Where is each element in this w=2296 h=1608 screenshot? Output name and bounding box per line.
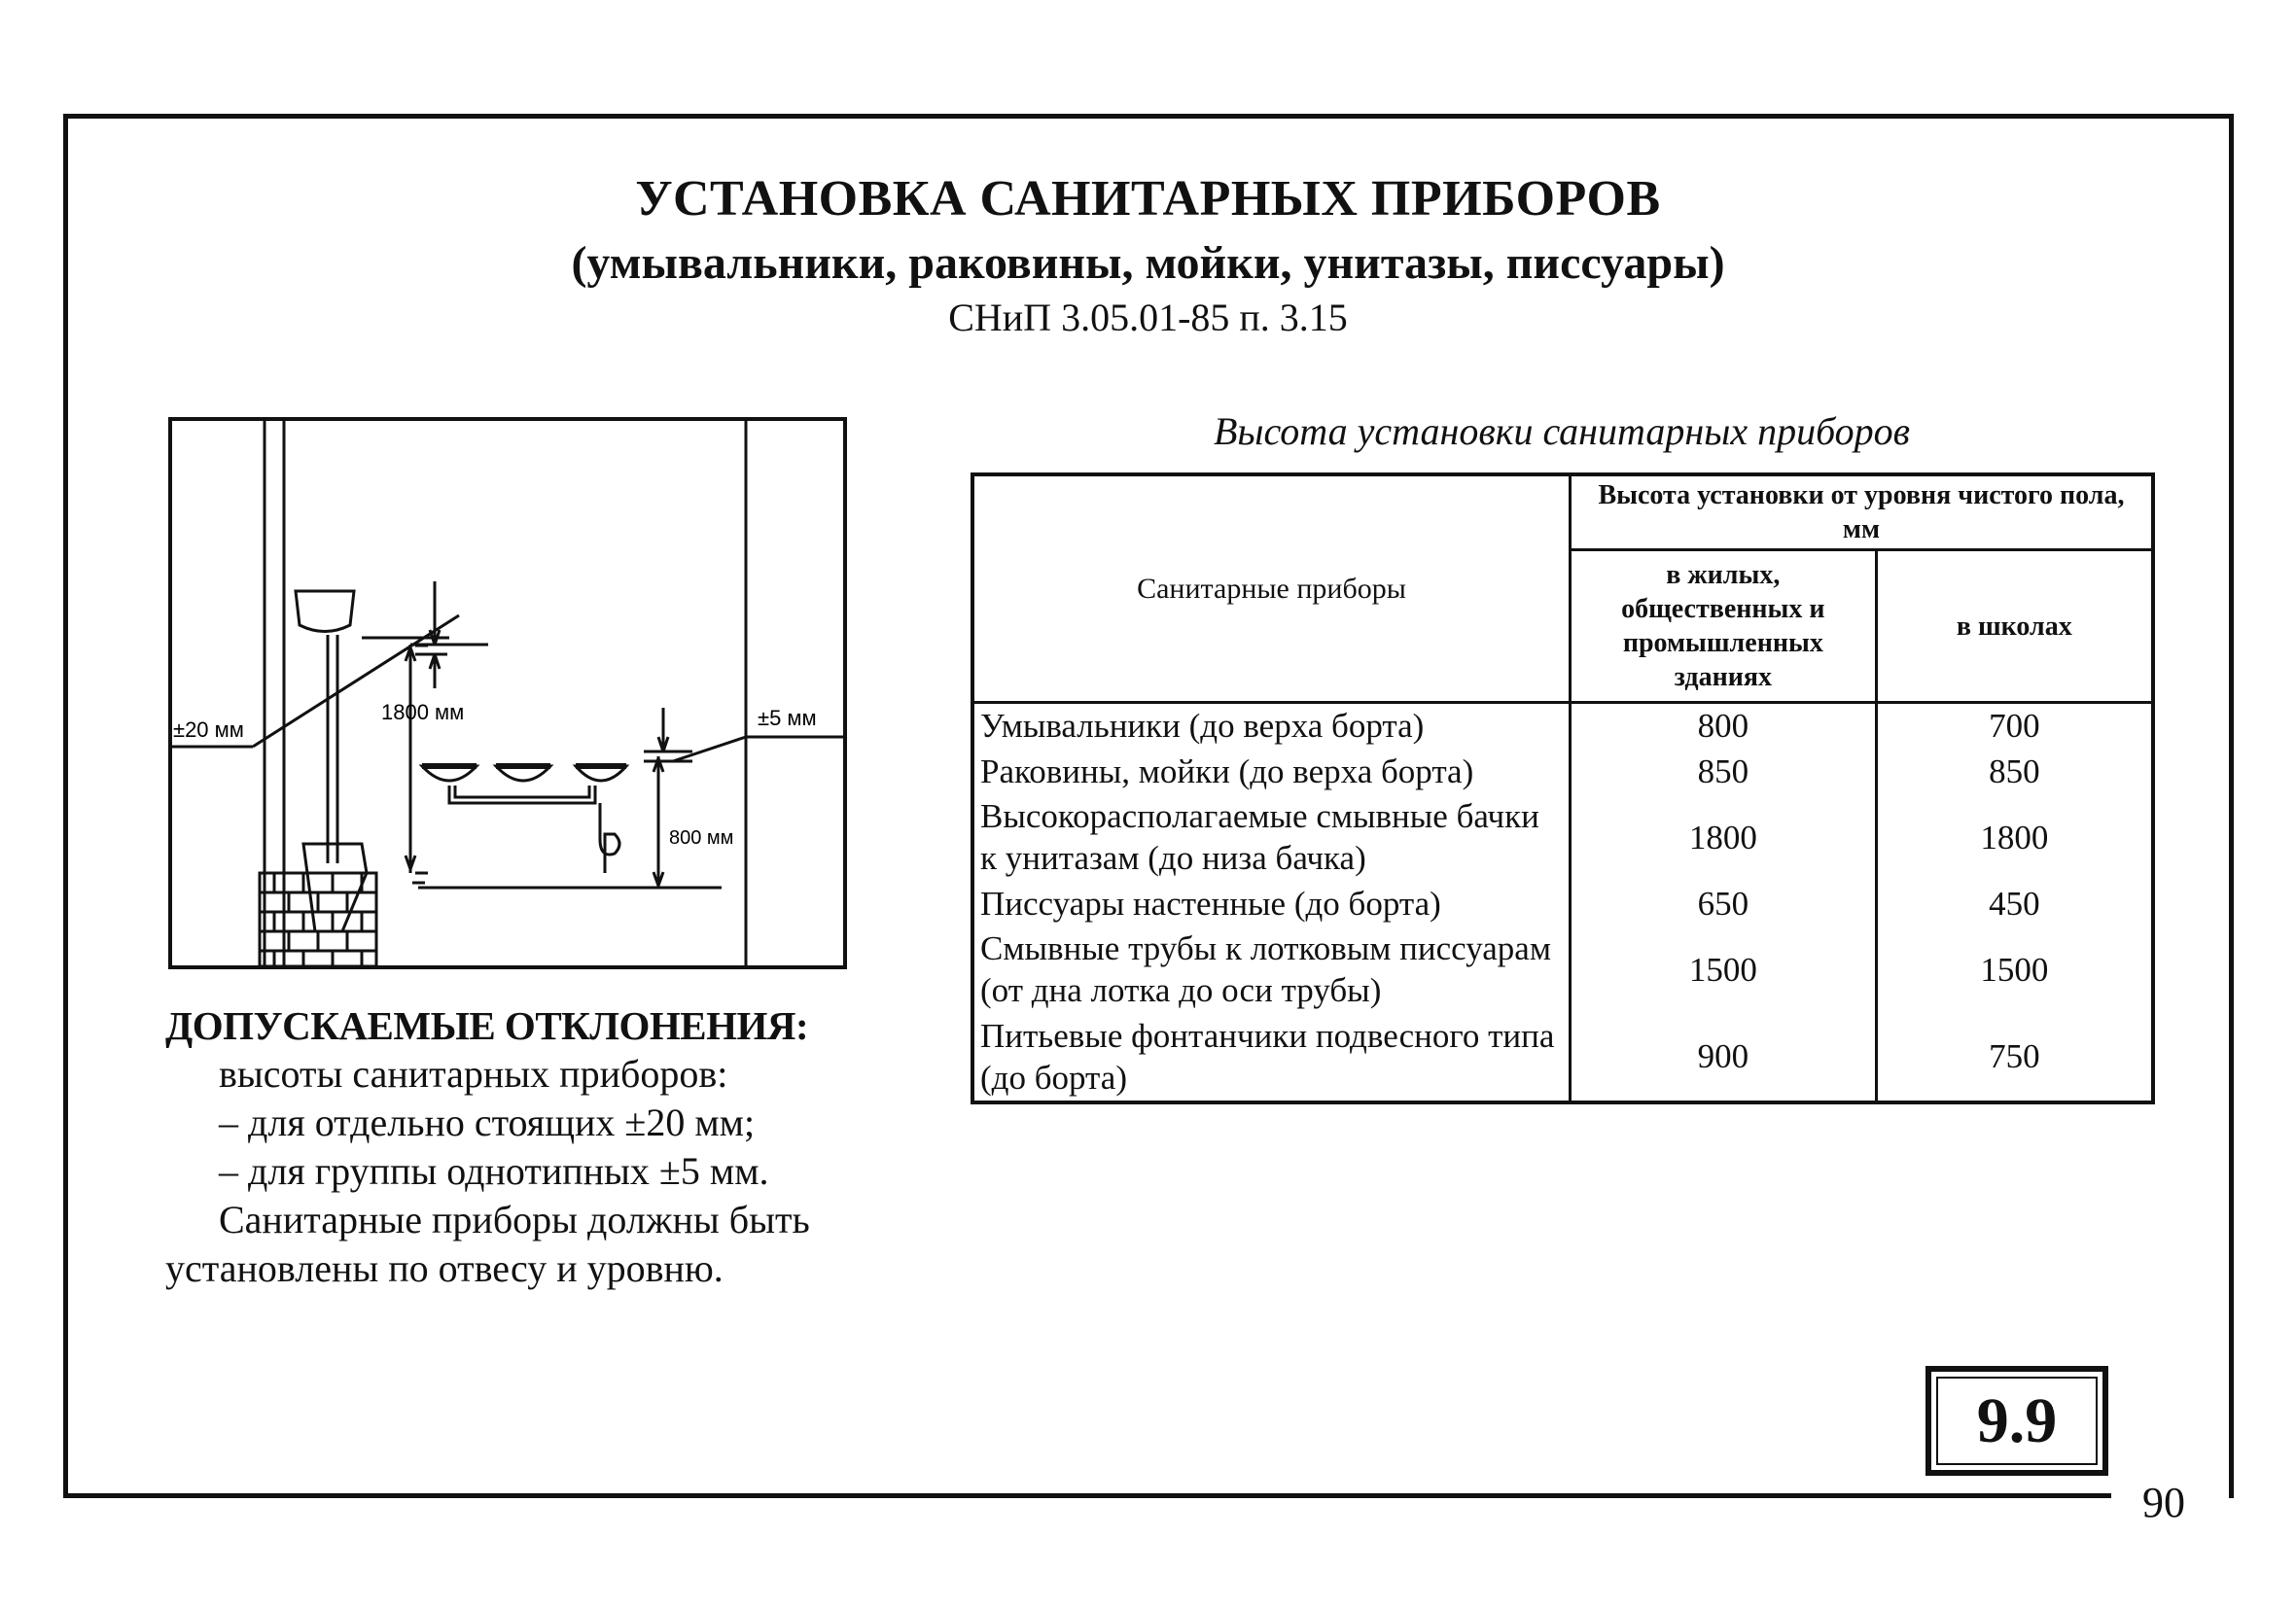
tolerances-block: [165, 1001, 810, 1293]
table-row: [972, 882, 2153, 927]
drawing-border: [170, 419, 845, 967]
row-value-schools: 450: [1876, 882, 2153, 927]
header-col-residential: в жилых, общественных и промышленных зданиях: [1571, 550, 1877, 703]
row-device: Писсуары настенные (до борта): [972, 882, 1571, 927]
row-value-residential: 800: [1571, 703, 1877, 750]
drain-trap: [600, 803, 619, 873]
section-number: 9.9: [1936, 1377, 2098, 1465]
tolerances-line: – для отдельно стоящих ±20 мм;: [219, 1101, 756, 1144]
header-height: Высота установки от уровня чистого пола, мм: [1571, 474, 2154, 550]
installation-drawing: [167, 416, 848, 970]
drawing-label-mid: 1800 мм: [381, 700, 465, 724]
tolerances-line: Санитарные приборы должны быть: [219, 1198, 810, 1241]
table-row: [972, 703, 2153, 750]
drawing-label-right: ±5 мм: [758, 706, 817, 730]
page-number: 90: [2142, 1479, 2185, 1526]
section-badge: [1925, 1366, 2108, 1476]
header-col-schools: в школах: [1876, 550, 2153, 703]
norm-reference: СНиП 3.05.01-85 п. 3.15: [948, 296, 1348, 339]
row-device: Умывальники (до верха борта): [972, 703, 1571, 750]
header-device: Санитарные приборы: [972, 474, 1571, 703]
row-value-residential: 850: [1571, 750, 1877, 795]
table-row: [972, 794, 2153, 881]
row-value-residential: 1500: [1571, 926, 1877, 1013]
table-caption: Высота установки санитарных приборов: [1214, 409, 1911, 453]
row-value-schools: 750: [1876, 1014, 2153, 1102]
brick-base: [260, 873, 376, 966]
tolerances-line: – для группы однотипных ±5 мм.: [219, 1149, 769, 1193]
toilet-bowl: [303, 844, 367, 931]
row-device: Смывные трубы к лотковым писсуарам (от дна лотка до оси трубы): [972, 926, 1571, 1013]
table-row: [972, 750, 2153, 795]
row-value-schools: 1500: [1876, 926, 2153, 1013]
row-value-residential: 1800: [1571, 794, 1877, 881]
row-value-schools: 700: [1876, 703, 2153, 750]
drawing-label-height: 800 мм: [669, 827, 734, 849]
drawing-label-left: ±20 мм: [173, 717, 244, 742]
tolerances-line: установлены по отвесу и уровню.: [165, 1246, 724, 1290]
row-value-schools: 1800: [1876, 794, 2153, 881]
row-device: Раковины, мойки (до верха борта): [972, 750, 1571, 795]
page-title: УСТАНОВКА САНИТАРНЫХ ПРИБОРОВ: [635, 171, 1661, 227]
page-subtitle: (умывальники, раковины, мойки, унитазы, писсуары): [571, 237, 1725, 289]
table-row: [972, 1014, 2153, 1102]
installation-height-table: [971, 472, 2155, 1104]
slope-line-right: [673, 737, 746, 761]
row-value-residential: 650: [1571, 882, 1877, 927]
row-value-residential: 900: [1571, 1014, 1877, 1102]
table-row: [972, 926, 2153, 1013]
row-device: Высокорасполагаемые смывные бачки к унитазам (до низа бачка): [972, 794, 1571, 881]
frame-bottom-rule: [63, 1493, 2111, 1498]
tolerances-line: высоты санитарных приборов:: [219, 1052, 728, 1096]
row-value-schools: 850: [1876, 750, 2153, 795]
tolerances-heading: ДОПУСКАЕМЫЕ ОТКЛОНЕНИЯ:: [165, 1003, 809, 1048]
cistern: [296, 591, 354, 632]
row-device: Питьевые фонтанчики подвесного типа (до борта): [972, 1014, 1571, 1102]
